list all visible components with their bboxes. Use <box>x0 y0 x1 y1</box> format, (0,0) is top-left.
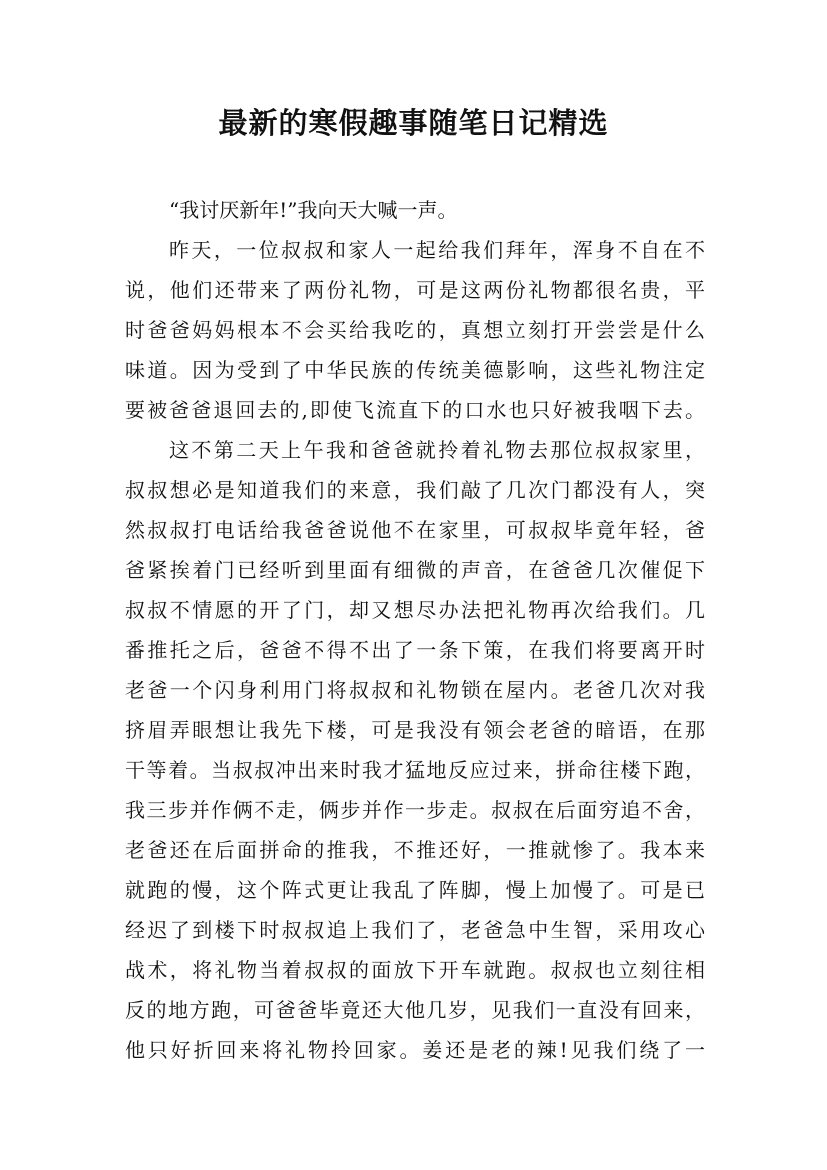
text-line: 挤眉弄眼想让我先下楼，可是我没有领会老爸的暗语，在那 <box>125 718 705 742</box>
text-line: 爸紧挨着门已经听到里面有细微的声音，在爸爸几次催促下 <box>125 558 705 582</box>
text-line: 时爸爸妈妈根本不会买给我吃的，真想立刻打开尝尝是什么 <box>125 318 705 342</box>
text-line: 老爸还在后面拼命的推我，不推还好，一推就惨了。我本来 <box>125 838 705 862</box>
text-line: 干等着。当叔叔冲出来时我才猛地反应过来，拼命往楼下跑， <box>125 758 705 782</box>
document-title: 最新的寒假趣事随笔日记精选 <box>218 106 609 140</box>
text-line: 就跑的慢，这个阵式更让我乱了阵脚，慢上加慢了。可是已 <box>125 878 705 902</box>
text-line: 然叔叔打电话给我爸爸说他不在家里，可叔叔毕竟年轻，爸 <box>125 518 705 542</box>
document-body <box>125 190 705 1070</box>
text-line: “我讨厌新年!”我向天大喊一声。 <box>169 198 458 222</box>
text-line: 他只好折回来将礼物拎回家。姜还是老的辣!见我们绕了一 <box>125 1038 705 1062</box>
text-line: 要被爸爸退回去的,即使飞流直下的口水也只好被我咽下去。 <box>125 398 705 422</box>
text-line: 反的地方跑，可爸爸毕竟还大他几岁，见我们一直没有回来， <box>125 998 705 1022</box>
text-line: 老爸一个闪身利用门将叔叔和礼物锁在屋内。老爸几次对我 <box>125 678 705 702</box>
text-line: 这不第二天上午我和爸爸就拎着礼物去那位叔叔家里， <box>169 438 705 462</box>
text-line: 说，他们还带来了两份礼物，可是这两份礼物都很名贵，平 <box>125 278 705 302</box>
text-line: 味道。因为受到了中华民族的传统美德影响，这些礼物注定 <box>125 358 705 382</box>
text-line: 昨天，一位叔叔和家人一起给我们拜年，浑身不自在不 <box>169 238 705 262</box>
text-line: 番推托之后，爸爸不得不出了一条下策，在我们将要离开时 <box>125 638 705 662</box>
text-line: 经迟了到楼下时叔叔追上我们了，老爸急中生智，采用攻心 <box>125 918 705 942</box>
text-line: 我三步并作俩不走，俩步并作一步走。叔叔在后面穷追不舍， <box>125 798 705 822</box>
text-line: 叔叔想必是知道我们的来意，我们敲了几次门都没有人，突 <box>125 478 705 502</box>
text-line: 叔叔不情愿的开了门，却又想尽办法把礼物再次给我们。几 <box>125 598 705 622</box>
text-line: 战术，将礼物当着叔叔的面放下开车就跑。叔叔也立刻往相 <box>125 958 705 982</box>
